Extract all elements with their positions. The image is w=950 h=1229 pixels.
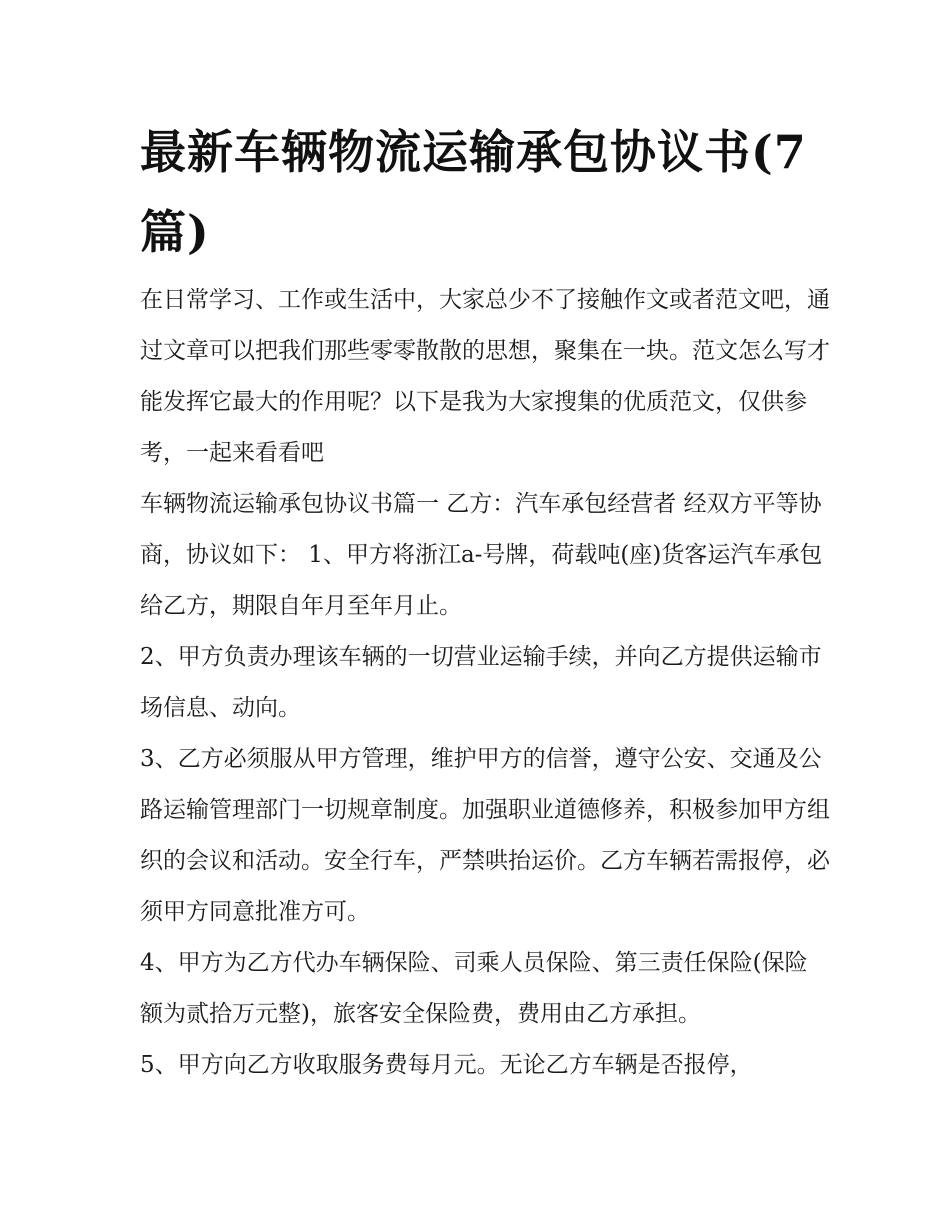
intro-paragraph: 在日常学习、工作或生活中，大家总少不了接触作文或者范文吧，通过文章可以把我们那些零零散散的思想，聚集在一块。范文怎么写才能发挥它最大的作用呢？以下是我为大家搜集的优质范文，仅供参考，一起来看看吧 xyxy=(140,287,830,466)
clause-paragraph-4: 4、甲方为乙方代办车辆保险、司乘人员保险、第三责任保险(保险额为贰拾万元整)，旅客安全保险费，费用由乙方承担。 xyxy=(140,950,808,1027)
clause-paragraph-1: 车辆物流运输承包协议书篇一 乙方：汽车承包经营者 经双方平等协商，协议如下： 1、甲方将浙江a-号牌，荷载吨(座)货客运汽车承包给乙方，期限自年月至年月止。 xyxy=(140,491,823,619)
clause-paragraph-5: 5、甲方向乙方收取服务费每月元。无论乙方车辆是否报停， xyxy=(140,1052,753,1078)
clause-paragraph-3: 3、乙方必须服从甲方管理，维护甲方的信誉，遵守公安、交通及公路运输管理部门一切规章制度。加强职业道德修养，积极参加甲方组织的会议和活动。安全行车，严禁哄抬运价。乙方车辆若需报停，必须甲方同意批准方可。 xyxy=(140,746,830,925)
clause-paragraph-2: 2、甲方负责办理该车辆的一切营业运输手续，并向乙方提供运输市场信息、动向。 xyxy=(140,644,822,721)
document-title: 最新车辆物流运输承包协议书(7篇) xyxy=(140,125,807,259)
document-body xyxy=(140,275,830,1091)
